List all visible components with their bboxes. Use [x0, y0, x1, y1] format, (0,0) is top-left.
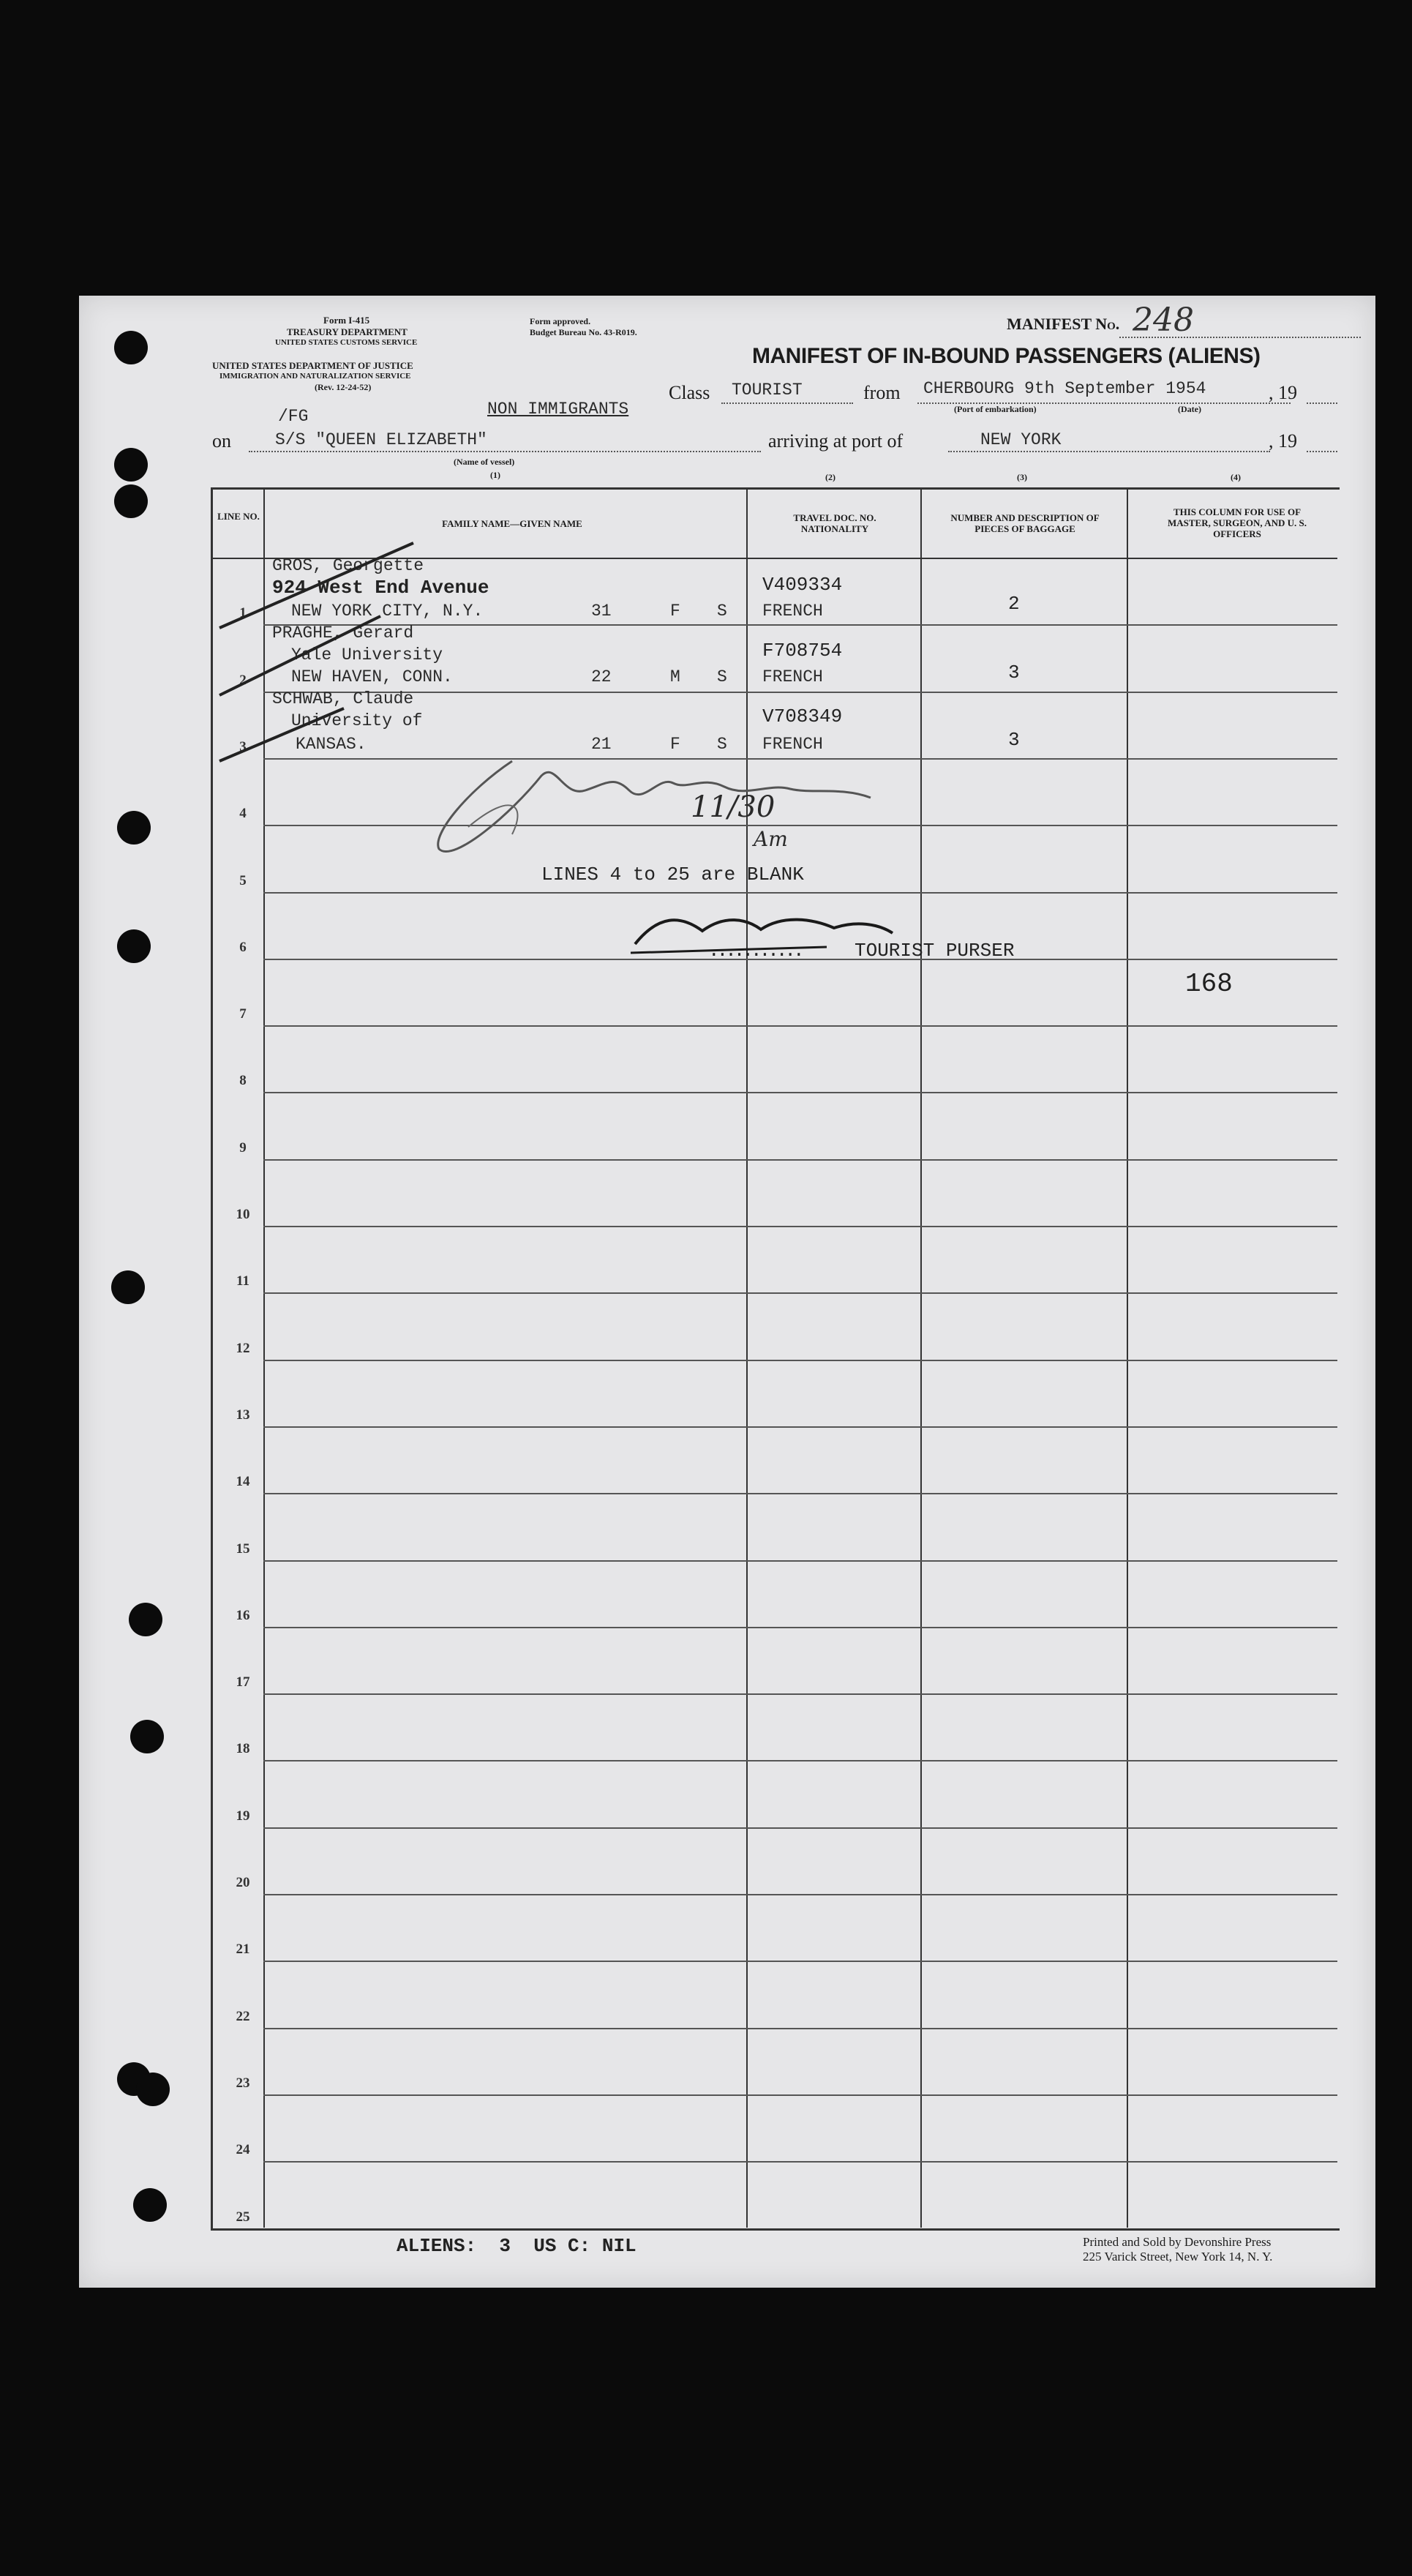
- passenger-age: 22: [591, 667, 612, 686]
- vessel-name-value: S/S "QUEEN ELIZABETH": [275, 430, 487, 449]
- passenger-marital-status: S: [717, 735, 727, 754]
- binder-hole: [114, 448, 148, 482]
- arriving-port-value: NEW YORK: [980, 430, 1062, 449]
- column-divider: [263, 487, 265, 2228]
- passenger-sex: F: [670, 602, 680, 621]
- passenger-address-line2: NEW HAVEN, CONN.: [291, 667, 453, 686]
- manifest-number-value: 248: [1133, 302, 1194, 339]
- binder-hole: [130, 1720, 164, 1753]
- year-suffix: , 19: [1269, 382, 1297, 403]
- fg-mark: /FG: [278, 407, 309, 426]
- row-rule: [263, 1693, 1337, 1695]
- arriving-label: arriving at port of: [768, 430, 904, 452]
- row-rule: [263, 2028, 1337, 2029]
- col-header-baggage: NUMBER AND DESCRIPTION OF PIECES OF BAGGAGE: [950, 512, 1100, 534]
- passenger-marital-status: S: [717, 602, 727, 621]
- manifest-number-line: [1119, 337, 1361, 338]
- officer-number: 168: [1185, 969, 1233, 999]
- line-number: 11: [236, 1273, 249, 1289]
- passenger-marital-status: S: [717, 667, 727, 686]
- binder-hole: [136, 2073, 170, 2106]
- nationality: FRENCH: [762, 667, 823, 686]
- class-line: [721, 402, 853, 404]
- from-label: from: [863, 382, 901, 403]
- travel-doc-number: F708754: [762, 640, 843, 662]
- row-rule: [263, 1025, 1337, 1027]
- form-number: Form I-415: [323, 315, 370, 326]
- on-label: on: [212, 430, 231, 452]
- printer-imprint-line1: Printed and Sold by Devonshire Press: [1083, 2235, 1272, 2249]
- stamp-time: 11/30: [691, 790, 776, 824]
- line-number: 16: [236, 1608, 250, 1623]
- line-number: 7: [239, 1006, 247, 1022]
- passenger-age: 31: [591, 602, 612, 621]
- binder-hole: [114, 331, 148, 364]
- row-rule: [263, 1894, 1337, 1895]
- manifest-number-label: MANIFEST No.: [1007, 315, 1120, 333]
- row-rule: [263, 1560, 1337, 1562]
- line-number: 2: [239, 673, 247, 688]
- row-rule: [263, 1627, 1337, 1628]
- row-rule: [263, 1493, 1337, 1494]
- column-divider: [1127, 487, 1128, 2228]
- line-number: 25: [236, 2209, 250, 2225]
- binder-hole: [111, 1270, 145, 1304]
- line-number: 1: [239, 605, 247, 621]
- passenger-address-line1: Yale University: [291, 645, 443, 664]
- row-rule: [263, 2161, 1337, 2163]
- line-number: 24: [236, 2142, 250, 2157]
- line-number: 20: [236, 1875, 250, 1890]
- line-number: 12: [236, 1341, 250, 1356]
- travel-doc-column-number: (2): [825, 472, 835, 482]
- row-rule: [263, 1961, 1337, 1962]
- officers-column-number: (4): [1231, 472, 1241, 482]
- line-number: 13: [236, 1407, 250, 1423]
- passenger-name: GROS, Georgette: [272, 556, 424, 575]
- col-header-line-no: LINE NO.: [217, 511, 260, 522]
- passenger-sex: F: [670, 735, 680, 754]
- row-rule: [263, 825, 1337, 826]
- line-number: 8: [239, 1073, 247, 1088]
- line-number: 17: [236, 1674, 250, 1690]
- binder-hole: [129, 1603, 162, 1636]
- date-caption: (Date): [1178, 404, 1201, 414]
- baggage-count: 3: [1008, 729, 1020, 751]
- col-header-travel-doc: TRAVEL DOC. NO. NATIONALITY: [793, 512, 876, 534]
- vessel-line: [249, 451, 761, 452]
- line-number: 18: [236, 1741, 250, 1756]
- purser-dots: ...........: [708, 940, 802, 962]
- line-number: 21: [236, 1942, 250, 1957]
- year-line-2: [1307, 451, 1337, 452]
- row-rule: [263, 1226, 1337, 1227]
- row-rule: [263, 1159, 1337, 1161]
- year-suffix-2: , 19: [1269, 430, 1297, 452]
- row-rule: [263, 758, 1337, 760]
- class-value: TOURIST: [732, 381, 803, 400]
- vessel-caption: (Name of vessel): [454, 457, 515, 467]
- passenger-sex: M: [670, 667, 680, 686]
- line-number: 15: [236, 1541, 250, 1557]
- row-rule: [263, 1426, 1337, 1428]
- line-number: 6: [239, 940, 247, 955]
- immigration-service: IMMIGRATION AND NATURALIZATION SERVICE: [219, 372, 411, 381]
- printer-imprint-line2: 225 Varick Street, New York 14, N. Y.: [1083, 2250, 1273, 2264]
- passenger-address-line1: University of: [291, 711, 423, 730]
- travel-doc-number: V708349: [762, 705, 843, 727]
- line-number: 9: [239, 1140, 247, 1156]
- line-number: 10: [236, 1207, 250, 1222]
- line-number: 19: [236, 1808, 250, 1824]
- passenger-name: PRAGHE, Gerard: [272, 624, 414, 643]
- row-rule: [263, 1292, 1337, 1294]
- col-header-name: FAMILY NAME—GIVEN NAME: [442, 518, 582, 529]
- row-rule: [263, 1360, 1337, 1361]
- line-number: 3: [239, 739, 247, 755]
- port-of-embarkation-caption: (Port of embarkation): [954, 404, 1037, 414]
- row-rule: [263, 692, 1337, 693]
- treasury-department: TREASURY DEPARTMENT: [287, 326, 408, 337]
- nationality: FRENCH: [762, 602, 823, 621]
- class-label: Class: [669, 382, 710, 403]
- baggage-column-number: (3): [1017, 472, 1027, 482]
- column-divider: [746, 487, 748, 2228]
- binder-hole: [133, 2188, 167, 2222]
- line-number: 5: [239, 873, 247, 888]
- line-number: 23: [236, 2075, 250, 2091]
- revision-date: (Rev. 12-24-52): [315, 382, 372, 392]
- travel-doc-number: V409334: [762, 574, 843, 596]
- baggage-count: 2: [1008, 593, 1020, 615]
- customs-service: UNITED STATES CUSTOMS SERVICE: [275, 338, 418, 347]
- passenger-address-line2: NEW YORK CITY, N.Y.: [291, 602, 484, 621]
- row-rule: [263, 1092, 1337, 1093]
- baggage-count: 3: [1008, 662, 1020, 684]
- row-rule: [263, 1827, 1337, 1829]
- column-divider: [920, 487, 922, 2228]
- tourist-purser-label: TOURIST PURSER: [855, 940, 1015, 962]
- port-of-embarkation-value: CHERBOURG 9th September 1954: [923, 379, 1206, 398]
- binder-hole: [117, 929, 151, 963]
- stamp-am: Am: [754, 827, 788, 851]
- line-number: 14: [236, 1474, 250, 1489]
- non-immigrants-label: NON IMMIGRANTS: [487, 400, 629, 419]
- nationality: FRENCH: [762, 735, 823, 754]
- year-line: [1307, 402, 1337, 404]
- row-rule: [263, 624, 1337, 626]
- row-rule: [263, 1760, 1337, 1761]
- arriving-line: [948, 451, 1270, 452]
- manifest-title: MANIFEST OF IN-BOUND PASSENGERS (ALIENS): [752, 344, 1261, 368]
- vessel-column-number: (1): [490, 470, 500, 480]
- form-approved: Form approved.: [530, 316, 591, 326]
- passenger-address-line2: KANSAS.: [296, 735, 367, 754]
- passenger-age: 21: [591, 735, 612, 754]
- line-number: 4: [239, 806, 247, 821]
- department-of-justice: UNITED STATES DEPARTMENT OF JUSTICE: [212, 360, 413, 371]
- binder-hole: [117, 811, 151, 845]
- line-number: 22: [236, 2009, 250, 2024]
- passenger-name: SCHWAB, Claude: [272, 689, 414, 708]
- passenger-address-line1: 924 West End Avenue: [272, 577, 489, 599]
- binder-hole: [114, 484, 148, 518]
- blank-lines-note: LINES 4 to 25 are BLANK: [541, 864, 804, 886]
- aliens-summary: ALIENS: 3 US C: NIL: [397, 2235, 636, 2257]
- col-header-officers: THIS COLUMN FOR USE OF MASTER, SURGEON, AND U. S. OFFICERS: [1168, 506, 1307, 539]
- row-rule: [263, 892, 1337, 894]
- row-rule: [263, 2094, 1337, 2096]
- budget-bureau-number: Budget Bureau No. 43-R019.: [530, 327, 637, 337]
